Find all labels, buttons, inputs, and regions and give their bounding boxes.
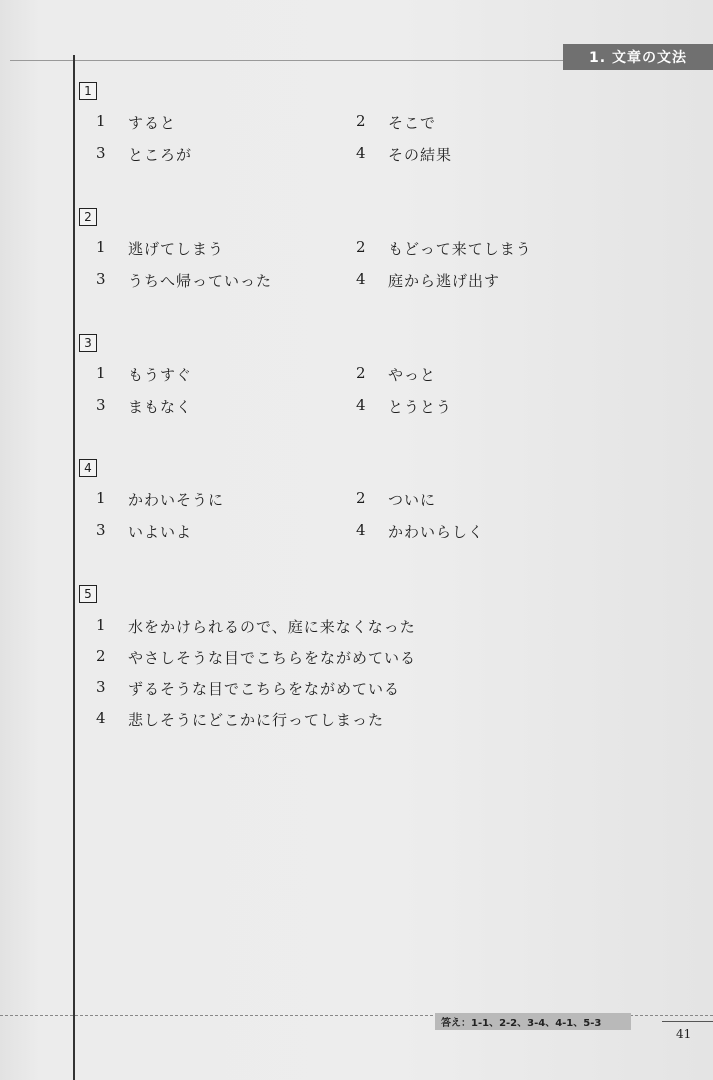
page-number-rule — [662, 1021, 713, 1022]
book-page: 1. 文章の文法 1 1 すると 2 そこで 3 ところが 4 その結果 2 1 逃げてしまう 2 もどって来てしまう 3 うちへ帰っていった 4 庭から逃げ出す 3 1 もうすぐ 2 やっと 3 まもなく 4 とうとう 4 1 かわいそうに 2 ついに 3 いよいよ 4 かわいらしく 5 1 水をかけられるので、庭に来なくなった 2 やさしそうな目でこちらをながめている 3 ずるそうな目でこちらをながめている 4 悲しそうにどこかに行ってしまった 答え：1-1、2-2、3-4、4-1、5-3 41 — [0, 0, 713, 1080]
question-number: 2 — [79, 208, 97, 226]
page-number: 41 — [676, 1027, 692, 1041]
question-number: 5 — [79, 585, 97, 603]
header-rule — [10, 60, 563, 61]
margin-rule — [73, 55, 75, 1080]
section-title: 1. 文章の文法 — [563, 44, 713, 70]
question-number: 1 — [79, 82, 97, 100]
question-number: 4 — [79, 459, 97, 477]
question-number: 3 — [79, 334, 97, 352]
answer-key: 答え：1-1、2-2、3-4、4-1、5-3 — [435, 1013, 631, 1030]
